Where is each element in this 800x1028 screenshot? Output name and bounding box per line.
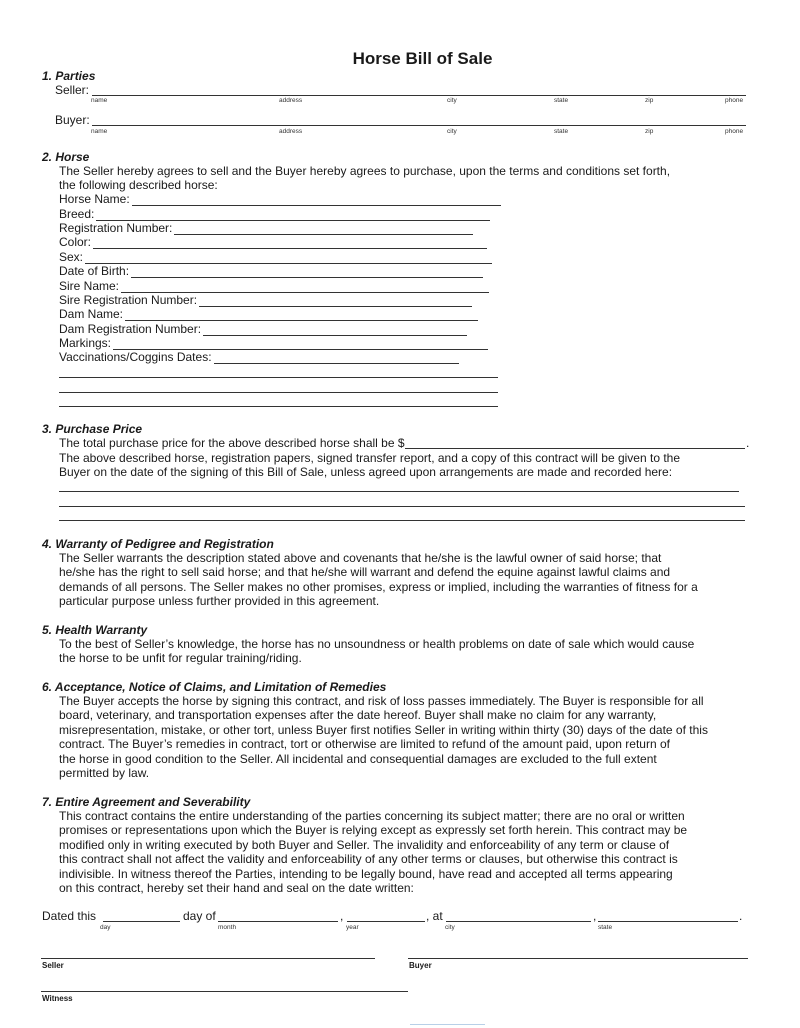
seller-sub-state: state: [554, 97, 569, 104]
field-label: Vaccinations/Coggins Dates:: [59, 350, 212, 364]
field-color: [59, 235, 487, 249]
document-title: Horse Bill of Sale: [352, 49, 493, 68]
buyer-sub-state: state: [554, 128, 569, 135]
horse-extra-line-2[interactable]: [59, 392, 498, 393]
dated-year-line[interactable]: [347, 921, 425, 922]
field-label: Sire Name:: [59, 279, 120, 293]
dated-sub-year: year: [346, 924, 359, 931]
buyer-label: Buyer:: [55, 113, 90, 127]
purchase-line-1-end: .: [746, 436, 750, 450]
dated-end: .: [739, 909, 743, 923]
dated-sub-state: state: [598, 924, 613, 931]
field-registration-number: [59, 221, 473, 235]
horse-intro-2: the following described horse:: [59, 178, 218, 192]
health-body: To the best of Seller’s knowledge, the horse has no unsoundness or health problems on date of sale which would cause the horse to be unfit for regular training/riding.: [59, 637, 695, 666]
buyer-sub-name: name: [91, 128, 108, 135]
seller-signature-line[interactable]: [41, 958, 375, 959]
health-heading: 5. Health Warranty: [42, 623, 148, 637]
field-label: Registration Number:: [59, 221, 173, 235]
field-line[interactable]: [113, 339, 488, 350]
field-dam-registration-number: [59, 322, 467, 336]
field-label: Color:: [59, 235, 92, 249]
buyer-sub-city: city: [447, 128, 457, 135]
field-label: Breed:: [59, 207, 95, 221]
horse-heading: 2. Horse: [42, 150, 90, 164]
seller-sub-phone: phone: [725, 97, 744, 104]
dated-sub-month: month: [218, 924, 237, 931]
seller-sub-name: name: [91, 97, 108, 104]
field-breed: [59, 207, 490, 221]
field-label: Sex:: [59, 250, 84, 264]
horse-extra-line-3[interactable]: [59, 406, 498, 407]
acceptance-body: The Buyer accepts the horse by signing this contract, and risk of loss passes immediately. The Buyer is responsible for all board, veterinary, and transportation expenses after the date hereof. Buyer shall make no claim for any warranty, misrepresentation, mistake, or other tort, unless Buyer first notifies Seller in writing within thirty (30) days of the date of this contract. The Buyer’s remedies in contract, tort or otherwise are limited to refund of the amount paid, upon return of the horse in good condition to the Seller. All incidental and consequential damages are excluded to the full extent permitted by law.: [59, 694, 708, 781]
field-line[interactable]: [174, 224, 473, 235]
field-line[interactable]: [132, 195, 501, 206]
field-sire-registration-number: [59, 293, 472, 307]
field-markings: [59, 336, 488, 350]
dated-month-line[interactable]: [218, 921, 338, 922]
field-dam-name: [59, 307, 478, 321]
field-line[interactable]: [199, 296, 472, 307]
field-line[interactable]: [131, 267, 483, 278]
buyer-line[interactable]: [92, 125, 746, 126]
entire-heading: 7. Entire Agreement and Severability: [42, 795, 251, 809]
buyer-sub-phone: phone: [725, 128, 744, 135]
buyer-sub-zip: zip: [645, 128, 654, 135]
purchase-line-1: The total purchase price for the above described horse shall be $: [59, 436, 405, 450]
dated-at: , at: [426, 909, 443, 923]
parties-heading: 1. Parties: [42, 69, 96, 83]
buyer-signature-label: Buyer: [409, 961, 432, 970]
field-line[interactable]: [96, 210, 490, 221]
field-label: Dam Name:: [59, 307, 124, 321]
field-label: Sire Registration Number:: [59, 293, 198, 307]
purchase-arrangement-line-1[interactable]: [59, 491, 739, 492]
field-line[interactable]: [93, 238, 487, 249]
field-sex: [59, 250, 492, 264]
dated-day-line[interactable]: [103, 921, 180, 922]
dated-sub-city: city: [445, 924, 455, 931]
purchase-line-2: The above described horse, registration papers, signed transfer report, and a copy of this contract will be given to the: [59, 451, 681, 465]
horse-extra-line-1[interactable]: [59, 377, 498, 378]
seller-sub-zip: zip: [645, 97, 654, 104]
dated-city-line[interactable]: [446, 921, 591, 922]
dated-label: Dated this: [42, 909, 97, 923]
field-line[interactable]: [214, 353, 459, 364]
purchase-arrangement-line-2[interactable]: [59, 506, 745, 507]
purchase-price-line[interactable]: [405, 448, 745, 449]
field-vaccinations: [59, 350, 459, 364]
dated-comma-2: ,: [593, 909, 597, 923]
dated-sub-day: day: [100, 924, 111, 931]
seller-sub-city: city: [447, 97, 457, 104]
entire-body: This contract contains the entire understanding of the parties concerning its subject matter; there are no oral or written promises or representations upon which the Buyer is relying except as expressly set forth herein. This contract may be modified only in writing executed by both Buyer and Seller. The invalidity and enforceability of any term or clause of this contract shall not affect the validity and enforceability of any other terms or clauses, but otherwise this contract is indivisible. In witness thereof the Parties, intending to be legally bound, have read and accepted all terms appearing on this contract, hereby set their hand and seal on the date written:: [59, 809, 688, 896]
dated-state-line[interactable]: [598, 921, 738, 922]
warranty-body: The Seller warrants the description stated above and covenants that he/she is the lawful owner of said horse; that he/she has the right to sell said horse; and that he/she will warrant and defend the equine against lawful claims and demands of all persons. The Seller makes no other promises, express or implied, including the warranties of fitness for a particular purpose unless further provided in this agreement.: [59, 551, 698, 609]
warranty-heading: 4. Warranty of Pedigree and Registration: [42, 537, 274, 551]
field-line[interactable]: [85, 253, 492, 264]
field-label: Markings:: [59, 336, 112, 350]
field-sire-name: [59, 279, 489, 293]
purchase-arrangement-line-3[interactable]: [59, 520, 745, 521]
field-horse-name: [59, 192, 501, 206]
field-line[interactable]: [203, 325, 467, 336]
witness-signature-label: Witness: [42, 994, 73, 1003]
field-label: Horse Name:: [59, 192, 130, 206]
dated-comma-1: ,: [340, 909, 344, 923]
purchase-heading: 3. Purchase Price: [42, 422, 143, 436]
witness-signature-line[interactable]: [41, 991, 408, 992]
seller-sub-address: address: [279, 97, 303, 104]
buyer-signature-line[interactable]: [408, 958, 748, 959]
acceptance-heading: 6. Acceptance, Notice of Claims, and Limitation of Remedies: [42, 680, 387, 694]
seller-label: Seller:: [55, 83, 90, 97]
dated-day-of: day of: [183, 909, 216, 923]
field-label: Date of Birth:: [59, 264, 130, 278]
field-label: Dam Registration Number:: [59, 322, 202, 336]
purchase-line-3: Buyer on the date of the signing of this Bill of Sale, unless agreed upon arrangements are made and recorded here:: [59, 465, 673, 479]
field-date-of-birth: [59, 264, 483, 278]
seller-signature-label: Seller: [42, 961, 64, 970]
horse-intro-1: The Seller hereby agrees to sell and the Buyer hereby agrees to purchase, upon the terms and conditions set forth,: [59, 164, 671, 178]
field-line[interactable]: [121, 282, 489, 293]
seller-line[interactable]: [92, 95, 746, 96]
field-line[interactable]: [125, 310, 478, 321]
buyer-sub-address: address: [279, 128, 303, 135]
page-bottom-divider: [410, 1024, 485, 1025]
